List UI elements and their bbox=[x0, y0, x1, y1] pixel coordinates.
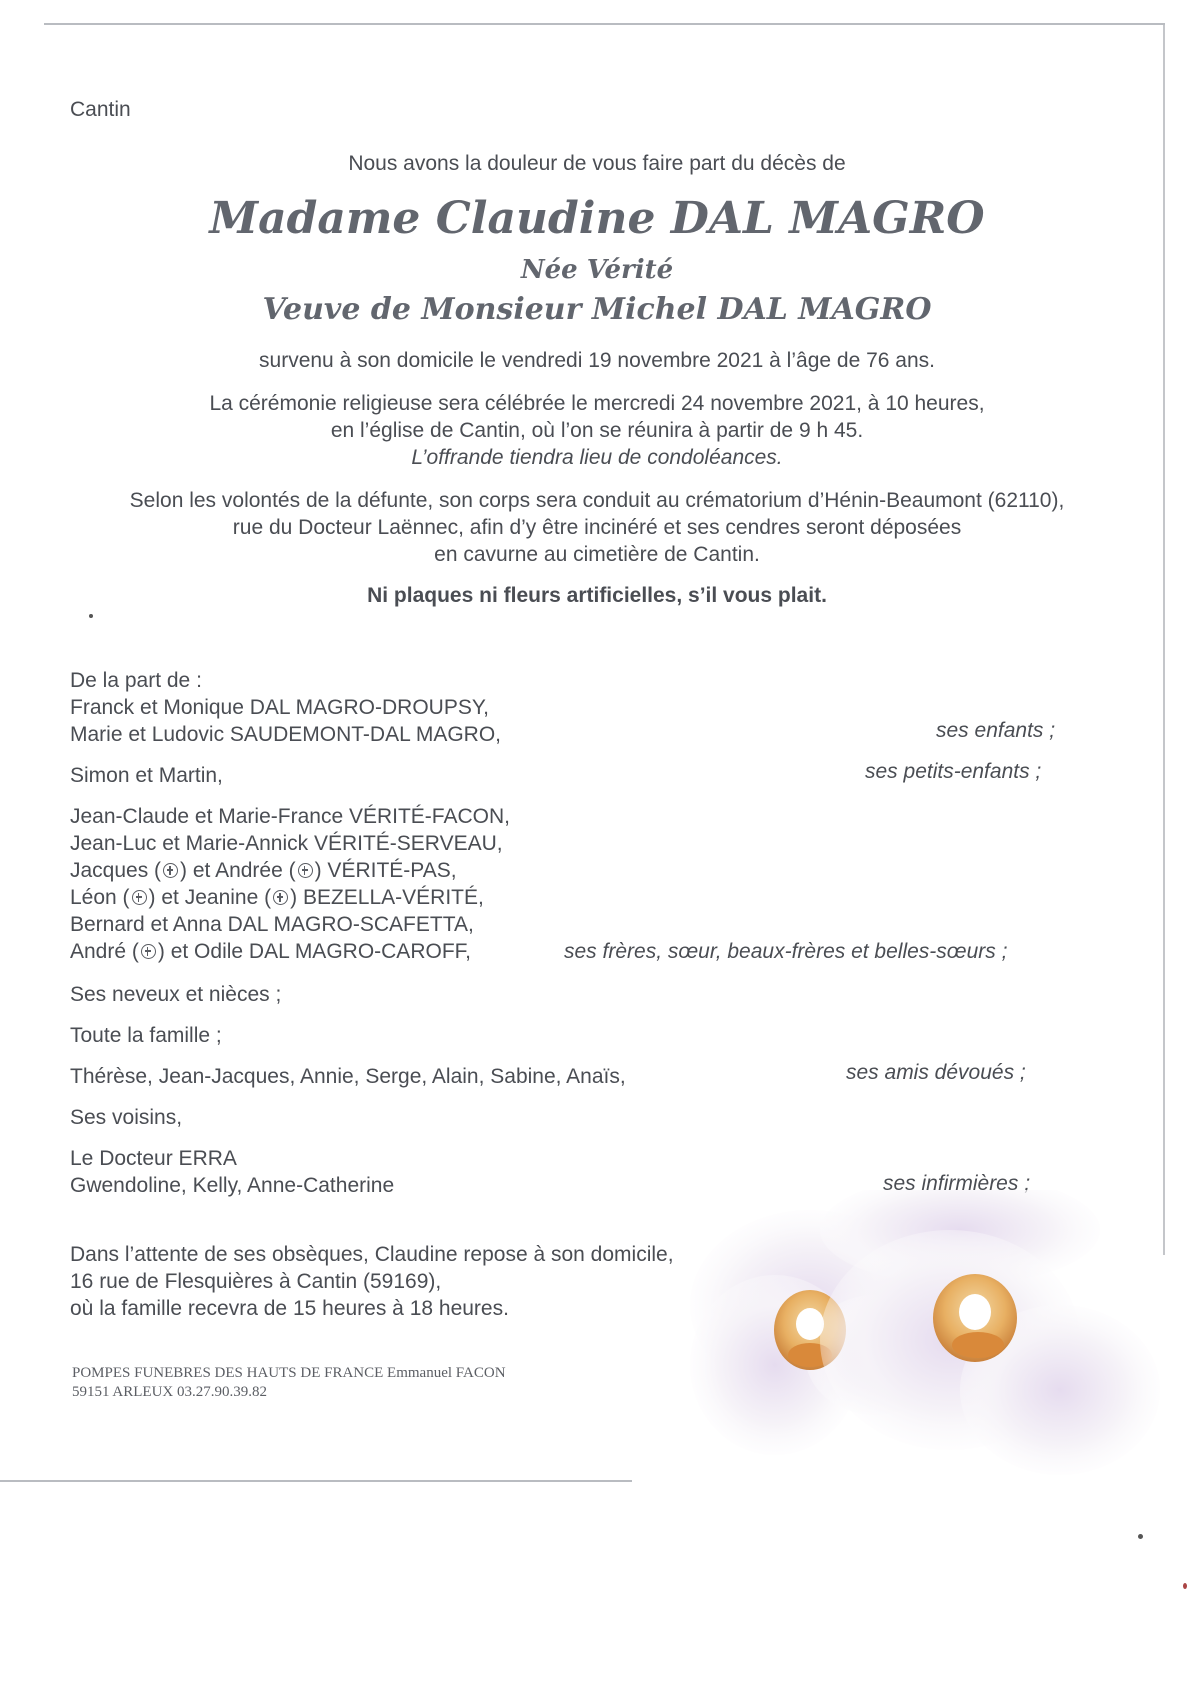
widow-of: Veuve de Monsieur Michel DAL MAGRO bbox=[262, 292, 932, 327]
doctor-line: Le Docteur ERRA bbox=[70, 1147, 237, 1170]
nurses-role: ses infirmières ; bbox=[883, 1172, 1031, 1195]
repose-line-3: où la famille recevra de 15 heures à 18 heures. bbox=[70, 1297, 509, 1320]
friends-line: Thérèse, Jean-Jacques, Annie, Serge, Alain, Sabine, Anaïs, bbox=[70, 1065, 626, 1088]
repose-line-2: 16 rue de Flesquières à Cantin (59169), bbox=[70, 1270, 442, 1293]
siblings-line-2: Jean-Luc et Marie-Annick VÉRITÉ-SERVEAU, bbox=[70, 832, 503, 855]
cross-circle-icon bbox=[163, 863, 178, 878]
grandchildren-line: Simon et Martin, bbox=[70, 764, 223, 787]
ceremony-line-2: en l’église de Cantin, où l’on se réunira à partir de 9 h 45. bbox=[330, 419, 864, 442]
family-line: Toute la famille ; bbox=[70, 1024, 222, 1047]
from-label: De la part de : bbox=[70, 669, 202, 692]
funeral-home-line-1: POMPES FUNEBRES DES HAUTS DE FRANCE Emmanuel FACON bbox=[72, 1365, 506, 1381]
friends-role: ses amis dévoués ; bbox=[846, 1061, 1026, 1084]
wishes-line-1: Selon les volontés de la défunte, son corps sera conduit au crématorium d’Hénin-Beaumont (62110), bbox=[129, 489, 1065, 512]
grandchildren-role: ses petits-enfants ; bbox=[865, 760, 1042, 783]
children-line-2: Marie et Ludovic SAUDEMONT-DAL MAGRO, bbox=[70, 723, 501, 746]
scan-speck bbox=[89, 614, 93, 618]
cross-circle-icon bbox=[298, 863, 313, 878]
no-flowers-line: Ni plaques ni fleurs artificielles, s’il vous plait. bbox=[367, 584, 827, 607]
repose-line-1: Dans l’attente de ses obsèques, Claudine repose à son domicile, bbox=[70, 1243, 674, 1266]
sibling-text: André ( bbox=[70, 940, 139, 963]
page-border-top bbox=[44, 23, 1165, 25]
cross-circle-icon bbox=[141, 944, 156, 959]
children-role: ses enfants ; bbox=[936, 719, 1056, 742]
sibling-text: Jacques ( bbox=[70, 859, 162, 882]
siblings-line-3 bbox=[70, 857, 457, 884]
children-line-1: Franck et Monique DAL MAGRO-DROUPSY, bbox=[70, 696, 489, 719]
sibling-text: ) et Odile DAL MAGRO-CAROFF, bbox=[157, 940, 471, 963]
funeral-home-line-2: 59151 ARLEUX 03.27.90.39.82 bbox=[72, 1384, 267, 1400]
wishes-line-3: en cavurne au cimetière de Cantin. bbox=[434, 543, 760, 566]
nurses-line: Gwendoline, Kelly, Anne-Catherine bbox=[70, 1174, 395, 1197]
maiden-name: Née Vérité bbox=[520, 255, 674, 285]
siblings-line-5: Bernard et Anna DAL MAGRO-SCAFETTA, bbox=[70, 913, 474, 936]
cross-circle-icon bbox=[273, 890, 288, 905]
siblings-line-4 bbox=[70, 884, 484, 911]
intro-line: Nous avons la douleur de vous faire part du décès de bbox=[348, 152, 846, 175]
nephews-line: Ses neveux et nièces ; bbox=[70, 983, 282, 1006]
siblings-line-1: Jean-Claude et Marie-France VÉRITÉ-FACON, bbox=[70, 805, 510, 828]
orchid-right bbox=[820, 1190, 1160, 1475]
siblings-role: ses frères, sœur, beaux-frères et belles-sœurs ; bbox=[564, 940, 1008, 963]
cross-circle-icon bbox=[132, 890, 147, 905]
scan-speck bbox=[1183, 1583, 1187, 1589]
town-heading: Cantin bbox=[70, 98, 131, 121]
ceremony-line-1: La cérémonie religieuse sera célébrée le mercredi 24 novembre 2021, à 10 heures, bbox=[209, 392, 985, 415]
sibling-text: ) BEZELLA-VÉRITÉ, bbox=[290, 886, 484, 909]
deceased-date-line: survenu à son domicile le vendredi 19 novembre 2021 à l’âge de 76 ans. bbox=[259, 349, 935, 372]
sibling-text: ) et Andrée ( bbox=[180, 859, 296, 882]
sibling-text: ) et Jeanine ( bbox=[148, 886, 272, 909]
scan-speck bbox=[1138, 1534, 1143, 1539]
sibling-text: Léon ( bbox=[70, 886, 130, 909]
neighbours-line: Ses voisins, bbox=[70, 1106, 183, 1129]
offering-line: L’offrande tiendra lieu de condoléances. bbox=[411, 446, 783, 469]
deceased-name: Madame Claudine DAL MAGRO bbox=[209, 193, 985, 244]
page-border-bottom bbox=[0, 1480, 632, 1482]
sibling-text: ) VÉRITÉ-PAS, bbox=[314, 859, 457, 882]
wishes-line-2: rue du Docteur Laënnec, afin d’y être incinéré et ses cendres seront déposées bbox=[232, 516, 962, 539]
siblings-line-6 bbox=[70, 938, 471, 965]
orchid-flowers-icon bbox=[660, 1190, 1160, 1490]
